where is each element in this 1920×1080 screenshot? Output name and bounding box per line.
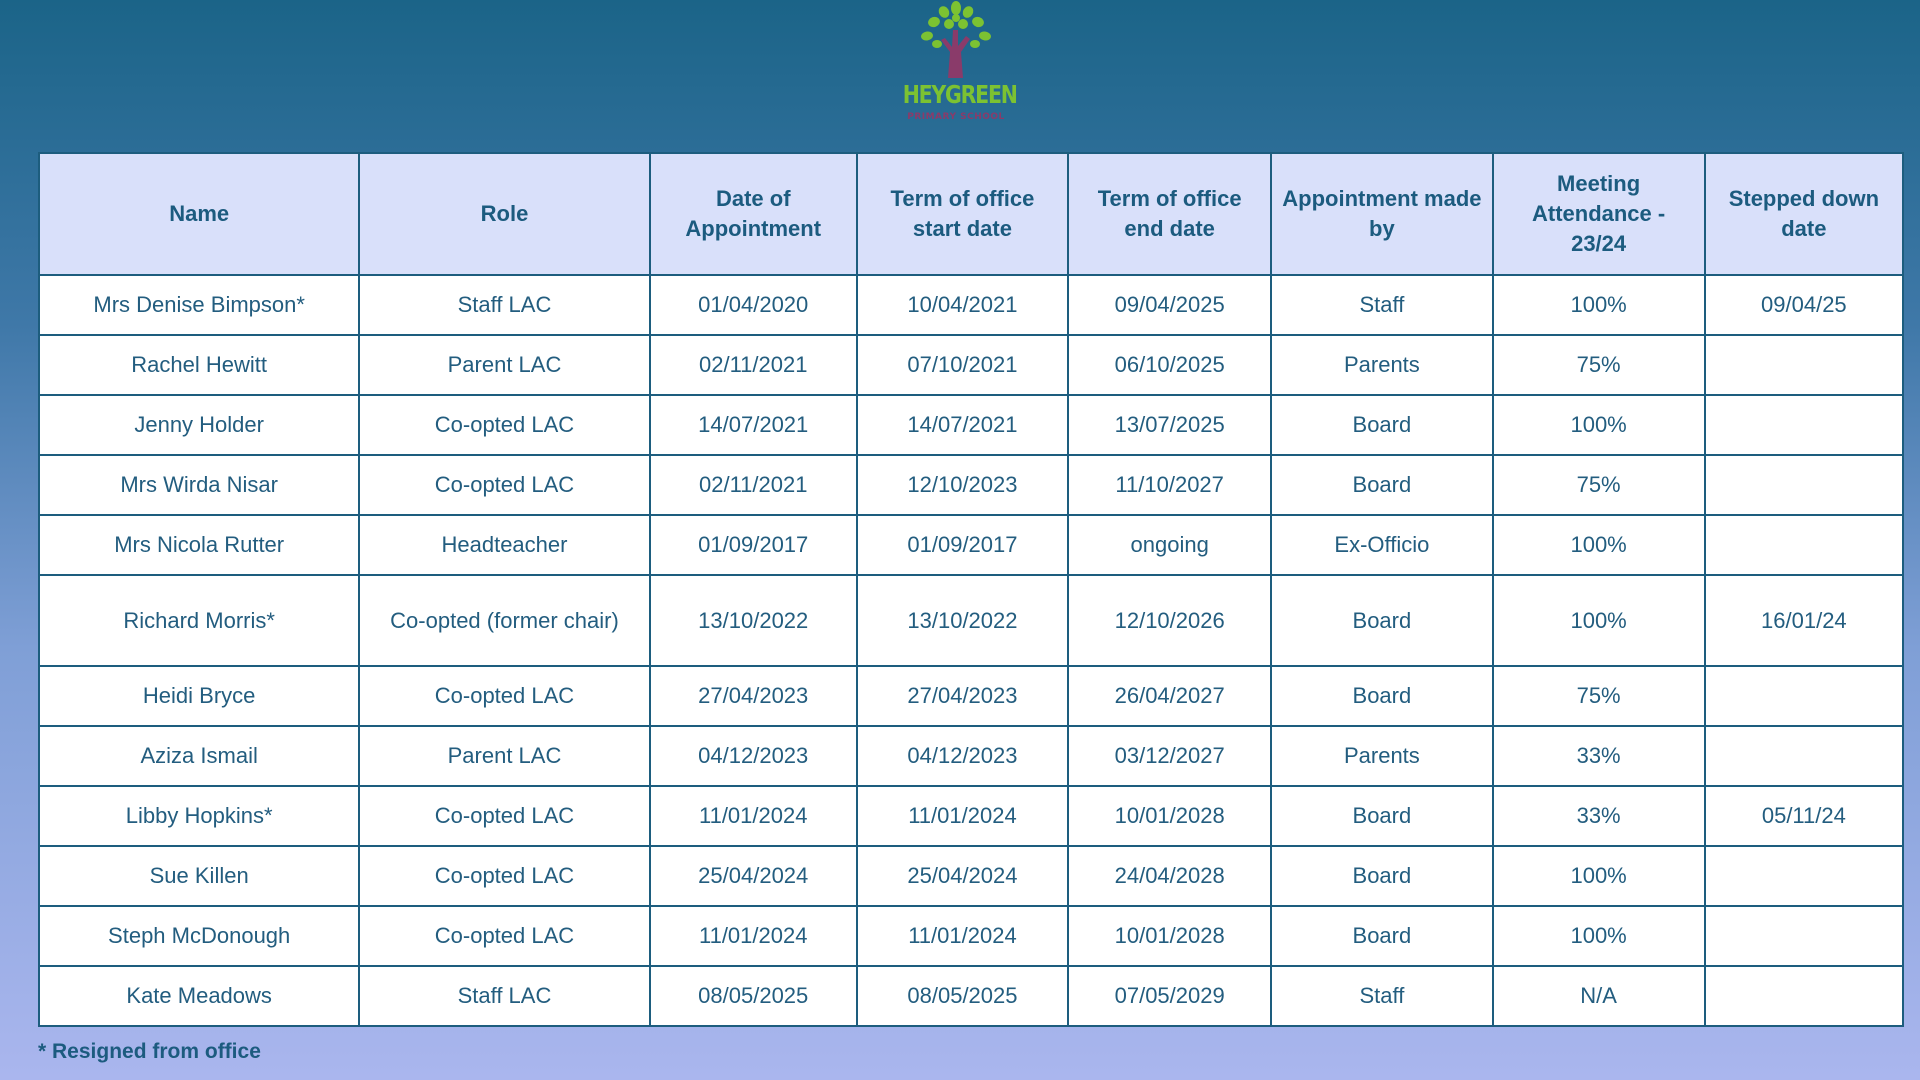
cell-attendance: 100% [1493,906,1705,966]
cell-name: Steph McDonough [39,906,359,966]
cell-attendance: N/A [1493,966,1705,1026]
cell-name: Aziza Ismail [39,726,359,786]
cell-attendance: 75% [1493,335,1705,395]
cell-appointed: 02/11/2021 [650,335,857,395]
cell-start: 04/12/2023 [857,726,1068,786]
cell-appointed: 01/09/2017 [650,515,857,575]
table-row [39,906,1903,966]
cell-by: Staff [1271,966,1492,1026]
cell-by: Board [1271,666,1492,726]
cell-stepped-down [1705,515,1903,575]
cell-stepped-down [1705,335,1903,395]
cell-by: Parents [1271,726,1492,786]
cell-stepped-down [1705,395,1903,455]
cell-stepped-down: 05/11/24 [1705,786,1903,846]
table-row [39,455,1903,515]
cell-stepped-down [1705,966,1903,1026]
cell-role: Staff LAC [359,275,649,335]
cell-name: Libby Hopkins* [39,786,359,846]
cell-start: 01/09/2017 [857,515,1068,575]
cell-by: Board [1271,455,1492,515]
cell-appointed: 25/04/2024 [650,846,857,906]
cell-attendance: 100% [1493,395,1705,455]
header-term-end: Term of office end date [1068,153,1271,275]
cell-by: Board [1271,906,1492,966]
cell-role: Co-opted (former chair) [359,575,649,666]
cell-stepped-down [1705,846,1903,906]
cell-role: Co-opted LAC [359,395,649,455]
cell-start: 10/04/2021 [857,275,1068,335]
cell-end: ongoing [1068,515,1271,575]
header-appointment-by: Appointment made by [1271,153,1492,275]
cell-by: Board [1271,786,1492,846]
cell-stepped-down: 16/01/24 [1705,575,1903,666]
cell-start: 25/04/2024 [857,846,1068,906]
cell-name: Heidi Bryce [39,666,359,726]
cell-role: Co-opted LAC [359,455,649,515]
cell-start: 14/07/2021 [857,395,1068,455]
cell-appointed: 01/04/2020 [650,275,857,335]
cell-start: 11/01/2024 [857,906,1068,966]
cell-start: 13/10/2022 [857,575,1068,666]
table-row [39,515,1903,575]
cell-end: 10/01/2028 [1068,786,1271,846]
cell-attendance: 75% [1493,666,1705,726]
cell-end: 11/10/2027 [1068,455,1271,515]
cell-appointed: 13/10/2022 [650,575,857,666]
cell-role: Parent LAC [359,335,649,395]
cell-appointed: 27/04/2023 [650,666,857,726]
cell-end: 13/07/2025 [1068,395,1271,455]
school-logo [891,0,1021,128]
cell-end: 07/05/2029 [1068,966,1271,1026]
cell-by: Board [1271,846,1492,906]
cell-role: Staff LAC [359,966,649,1026]
cell-name: Mrs Wirda Nisar [39,455,359,515]
cell-attendance: 100% [1493,846,1705,906]
cell-name: Jenny Holder [39,395,359,455]
table-row [39,786,1903,846]
cell-start: 12/10/2023 [857,455,1068,515]
cell-by: Parents [1271,335,1492,395]
header-name: Name [39,153,359,275]
header-stepped-down: Stepped down date [1705,153,1903,275]
table-row [39,395,1903,455]
cell-appointed: 11/01/2024 [650,786,857,846]
header-attendance: Meeting Attendance - 23/24 [1493,153,1705,275]
cell-end: 06/10/2025 [1068,335,1271,395]
cell-name: Kate Meadows [39,966,359,1026]
cell-by: Staff [1271,275,1492,335]
logo-name: HEYGREEN [902,80,1017,109]
cell-role: Co-opted LAC [359,906,649,966]
header-role: Role [359,153,649,275]
cell-attendance: 100% [1493,275,1705,335]
cell-role: Headteacher [359,515,649,575]
header-term-start: Term of office start date [857,153,1068,275]
table-row [39,275,1903,335]
cell-by: Board [1271,395,1492,455]
tree-icon [891,0,1021,80]
cell-name: Sue Killen [39,846,359,906]
cell-stepped-down [1705,906,1903,966]
footnote: * Resigned from office [38,1040,261,1063]
cell-attendance: 100% [1493,515,1705,575]
table-header-row [39,153,1903,275]
cell-start: 11/01/2024 [857,786,1068,846]
logo-subtitle: PRIMARY SCHOOL [907,112,1005,122]
cell-role: Co-opted LAC [359,786,649,846]
cell-start: 07/10/2021 [857,335,1068,395]
cell-end: 03/12/2027 [1068,726,1271,786]
cell-name: Mrs Denise Bimpson* [39,275,359,335]
cell-appointed: 02/11/2021 [650,455,857,515]
cell-role: Parent LAC [359,726,649,786]
cell-attendance: 33% [1493,726,1705,786]
cell-attendance: 100% [1493,575,1705,666]
cell-by: Board [1271,575,1492,666]
cell-start: 27/04/2023 [857,666,1068,726]
table-row [39,726,1903,786]
cell-role: Co-opted LAC [359,846,649,906]
cell-name: Richard Morris* [39,575,359,666]
cell-appointed: 11/01/2024 [650,906,857,966]
cell-end: 26/04/2027 [1068,666,1271,726]
cell-by: Ex-Officio [1271,515,1492,575]
cell-end: 24/04/2028 [1068,846,1271,906]
table-row [39,966,1903,1026]
table-row [39,335,1903,395]
cell-appointed: 04/12/2023 [650,726,857,786]
header-date-of-appointment: Date of Appointment [650,153,857,275]
cell-attendance: 33% [1493,786,1705,846]
cell-stepped-down [1705,726,1903,786]
cell-stepped-down: 09/04/25 [1705,275,1903,335]
cell-stepped-down [1705,455,1903,515]
cell-appointed: 08/05/2025 [650,966,857,1026]
table-row [39,666,1903,726]
cell-name: Rachel Hewitt [39,335,359,395]
cell-role: Co-opted LAC [359,666,649,726]
cell-end: 12/10/2026 [1068,575,1271,666]
cell-name: Mrs Nicola Rutter [39,515,359,575]
governors-table [38,152,1904,1027]
table-row [39,846,1903,906]
cell-start: 08/05/2025 [857,966,1068,1026]
cell-attendance: 75% [1493,455,1705,515]
cell-appointed: 14/07/2021 [650,395,857,455]
cell-end: 09/04/2025 [1068,275,1271,335]
cell-stepped-down [1705,666,1903,726]
cell-end: 10/01/2028 [1068,906,1271,966]
table-row [39,575,1903,666]
